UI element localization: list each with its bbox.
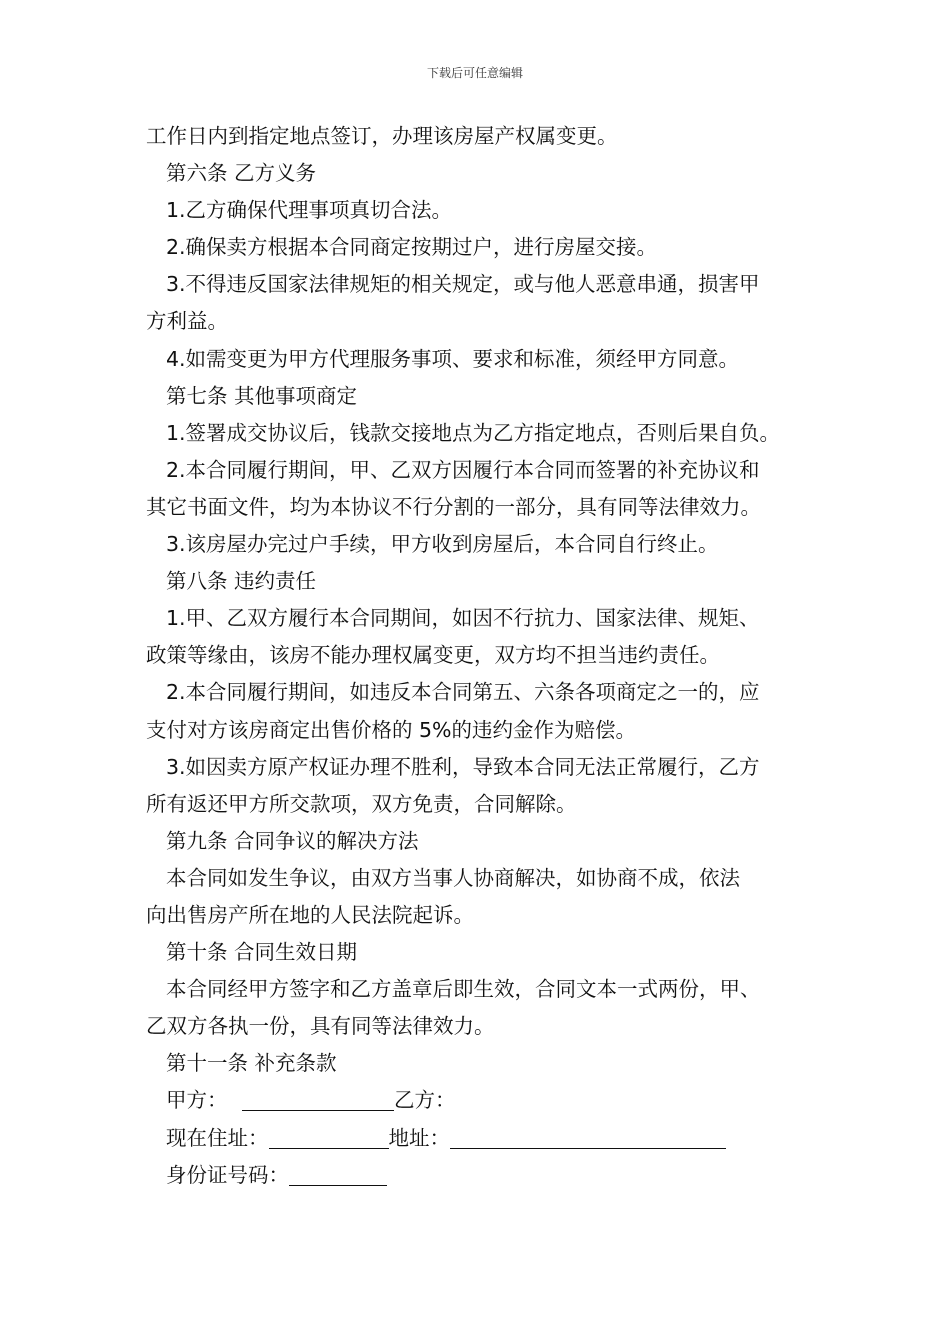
paragraph-line: 政策等缘由，该房不能办理权属变更，双方均不担当违约责任。 [146,643,720,668]
paragraph-line: 3.该房屋办完过户手续，甲方收到房屋后，本合同自行终止。 [166,532,719,557]
party-signature-line [146,1082,808,1119]
address-line [146,1120,808,1157]
id-number-blank[interactable] [289,1158,387,1186]
id-number-line [146,1157,808,1194]
paragraph-line: 4.如需变更为甲方代理服务事项、要求和标准，须经甲方同意。 [166,346,740,371]
paragraph-line: 所有返还甲方所交款项，双方免责，合同解除。 [146,791,577,816]
paragraph-line: 向出售房产所在地的人民法院起诉。 [146,902,474,927]
section-heading: 第六条 乙方义务 [166,161,317,186]
section-heading: 第九条 合同争议的解决方法 [166,828,419,853]
section-heading: 第十条 合同生效日期 [166,940,358,965]
paragraph-line: 2.确保卖方根据本合同商定按期过户，进行房屋交接。 [166,235,658,260]
paragraph-line: 1.乙方确保代理事项真切合法。 [166,198,453,223]
paragraph-line: 2.本合同履行期间，如违反本合同第五、六条各项商定之一的，应 [166,680,760,705]
paragraph-line: 本合同经甲方签字和乙方盖章后即生效，合同文本一式两份，甲、 [166,977,761,1002]
paragraph-line: 其它书面文件，均为本协议不行分割的一部分，具有同等法律效力。 [146,494,761,519]
paragraph-line: 1.签署成交协议后，钱款交接地点为乙方指定地点，否则后果自负。 [166,420,781,445]
section-heading: 第七条 其他事项商定 [166,383,358,408]
paragraph-line: 3.如因卖方原产权证办理不胜利，导致本合同无法正常履行，乙方 [166,754,760,779]
paragraph-line: 工作日内到指定地点签订，办理该房屋产权属变更。 [146,124,618,148]
address2-blank[interactable] [450,1121,726,1149]
contract-body [146,118,808,1194]
address-blank[interactable] [269,1121,389,1149]
party-a-label: 甲方： [166,1088,228,1113]
address2-label: 地址： [388,1125,450,1150]
paragraph-line: 支付对方该房商定出售价格的 5%的违约金作为赔偿。 [146,717,637,742]
section-heading: 第十一条 补充条款 [166,1051,337,1076]
paragraph-line: 方利益。 [146,309,228,334]
paragraph-line: 3.不得违反国家法律规矩的相关规定，或与他人恶意串通，损害甲 [166,272,760,297]
section-heading: 第八条 违约责任 [166,569,317,594]
paragraph-line: 乙双方各执一份，具有同等法律效力。 [146,1014,495,1039]
id-number-label: 身份证号码： [166,1162,289,1187]
party-b-label: 乙方： [394,1088,456,1113]
paragraph-line: 本合同如发生争议，由双方当事人协商解决，如协商不成，依法 [166,865,740,890]
paragraph-line: 1.甲、乙双方履行本合同期间，如因不行抗力、国家法律、规矩、 [166,606,760,631]
address-label: 现在住址： [166,1125,269,1150]
party-a-blank[interactable] [242,1083,394,1111]
paragraph-line: 2.本合同履行期间，甲、乙双方因履行本合同而签署的补充协议和 [166,457,760,482]
page-header: 下载后可任意编辑 [426,66,523,80]
